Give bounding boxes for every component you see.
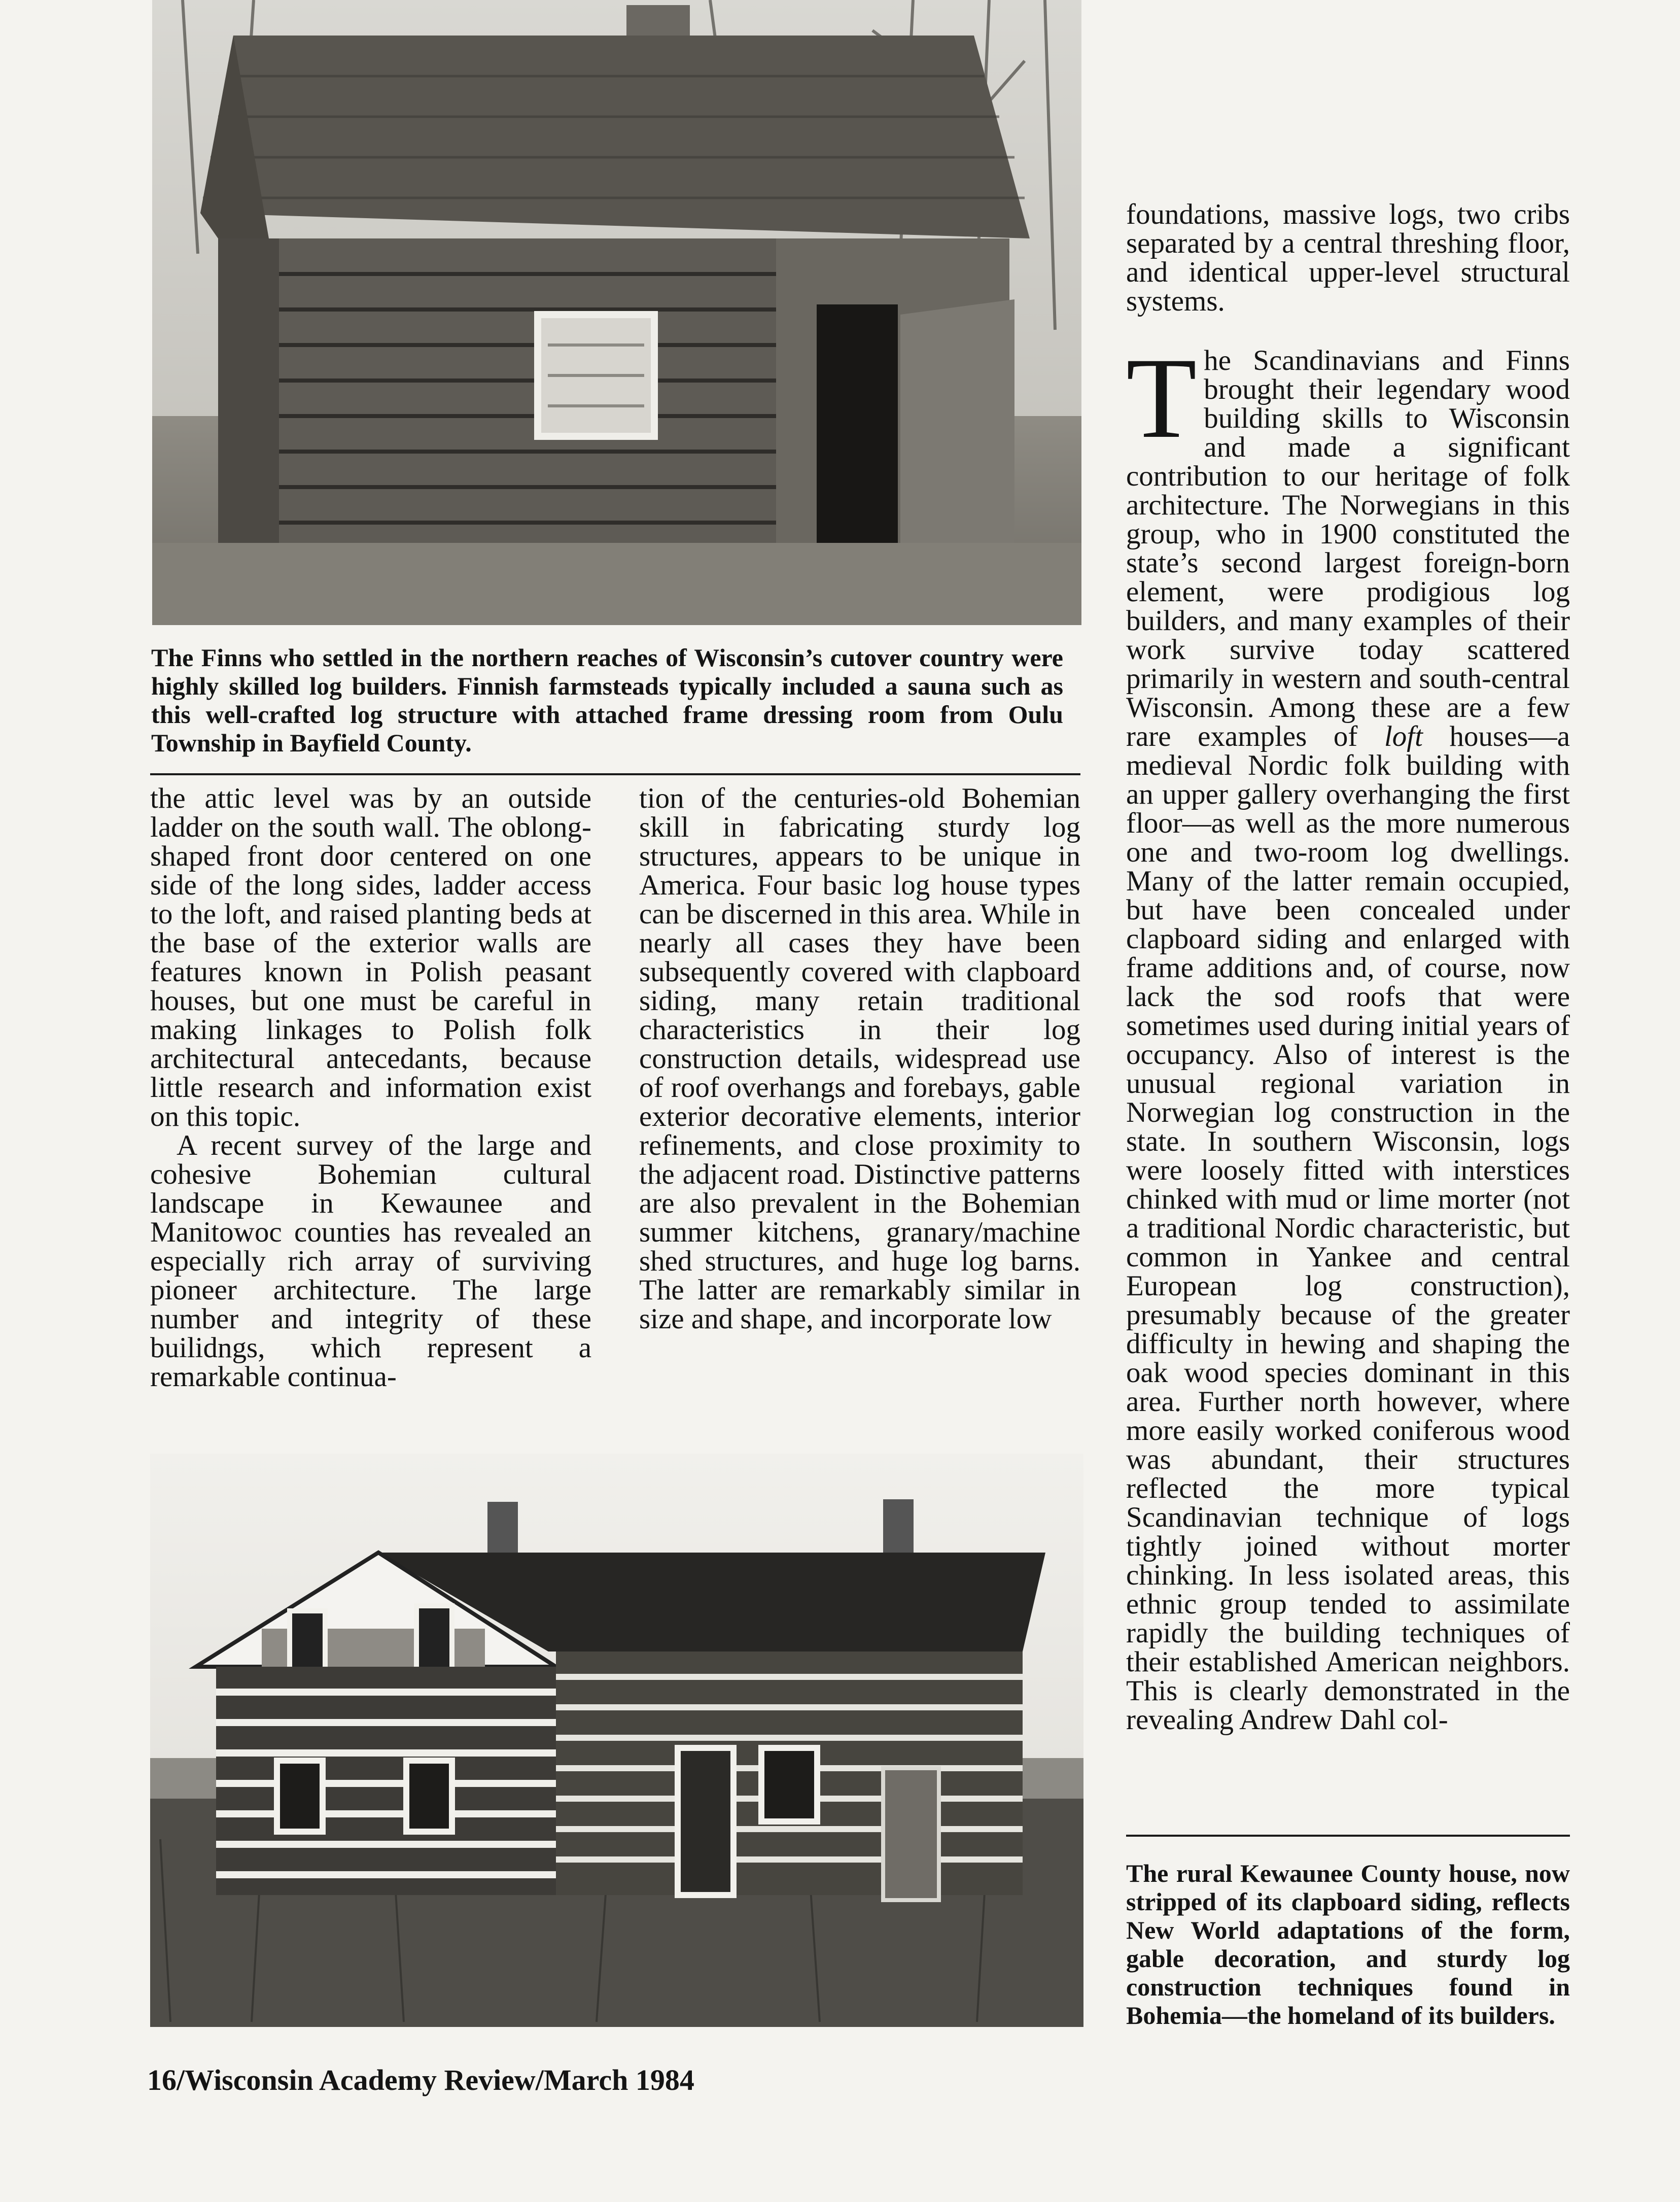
col3-emphasis-loft: loft <box>1384 720 1423 752</box>
col2-paragraph-1: tion of the centuries-old Bohemian skill in fabricating sturdy log structures, appears to be unique in America. Four basic log house types can be discerned in this area. While in nearly all cases they have been subsequently covered with clapboard siding, many retain traditional characteristics in their log construction details, widespread use of roof overhangs and forebays, gable exterior decorative elements, interior refinements, and close proximity to the adjacent road. Distinctive patterns are also prevalent in the Bohemian summer kitchens, granary/machine shed structures, and huge log barns. The latter are remarkably similar in size and shape, and incorporate low <box>639 782 1080 1335</box>
section-rule <box>150 773 1080 775</box>
col3-paragraph-1: foundations, massive logs, two cribs separated by a central threshing floor, and identical upper-level structural systems. <box>1126 198 1570 317</box>
article-column-3 <box>1126 200 1570 1734</box>
page-footer: 16/Wisconsin Academy Review/March 1984 <box>147 2063 694 2096</box>
col3-paragraph-2-text-b: houses—a medieval Nordic folk building with an upper gallery overhanging the first floor—as well as the more numerous one and two-room log dwellings. Many of the latter remain occupied, but have been concealed under clapboard siding and enlarged with frame additions and, of course, now lack the sod roofs that were sometimes used during initial years of occupancy. Also of interest is the unusual regional variation in Norwegian log construction in the state. In southern Wisconsin, logs were loosely fitted with interstices chinked with mud or lime morter (not a traditional Nordic characteristic, but common in Yankee and central European log construction), presumably because of the greater difficulty in hewing and shaping the oak wood species dominant in this area. Further north however, where more easily worked coniferous wood was abundant, their structures reflected the more typical Scandinavian technique of logs tightly joined without morter chinking. In less isolated areas, this ethnic group tended to assimilate rapidly the building techniques of their established American neighbors. This is clearly demonstrated in the revealing Andrew Dahl col- <box>1126 720 1570 1736</box>
sauna-photo-art <box>152 0 1081 625</box>
farmhouse-photo <box>150 1454 1083 2027</box>
farmhouse-caption: The rural Kewaunee County house, now stripped of its clapboard siding, reflects New World adaptations of the form, gable decoration, and sturdy log construction techniques found in Bohemia—the homeland of its builders. <box>1126 1859 1570 2029</box>
article-column-1 <box>150 784 591 1391</box>
col3-paragraph-2 <box>1126 334 1570 1736</box>
drop-cap: T <box>1126 334 1197 462</box>
sauna-caption: The Finns who settled in the northern reaches of Wisconsin’s cutover country were highly skilled log builders. Finnish farmsteads typically included a sauna such as this well-crafted log structure with attached frame dressing room from Oulu Township in Bayfield County. <box>151 643 1063 757</box>
col1-paragraph-1: the attic level was by an outside ladder on the south wall. The oblong-shaped front door centered on one side of the long sides, ladder access to the loft, and raised planting beds at the base of the exterior walls are features known in Polish peasant houses, but one must be careful in making linkages to Polish folk architectural antecedants, because little research and information exist on this topic. <box>150 782 591 1132</box>
col3-paragraph-2-text-a: he Scandinavians and Finns brought their legendary wood building skills to Wisconsin and made a significant contribution to our heritage of folk architecture. The Norwegians in this group, who in 1900 constituted the state’s second largest foreign-born element, were prodigious log builders, and many examples of their work survive today scattered primarily in western and south-central Wisconsin. Among these are a few rare examples of <box>1126 345 1570 752</box>
col1-paragraph-2: A recent survey of the large and cohesive Bohemian cultural landscape in Kewaunee and Manitowoc counties has revealed an especially rich array of surviving pioneer architecture. The large number and integrity of these builidngs, which represent a remarkable continua- <box>150 1129 591 1393</box>
farmhouse-photo-art <box>150 1454 1083 2027</box>
sauna-photo <box>152 0 1081 625</box>
article-column-2 <box>639 784 1080 1333</box>
caption-rule <box>1126 1835 1570 1837</box>
